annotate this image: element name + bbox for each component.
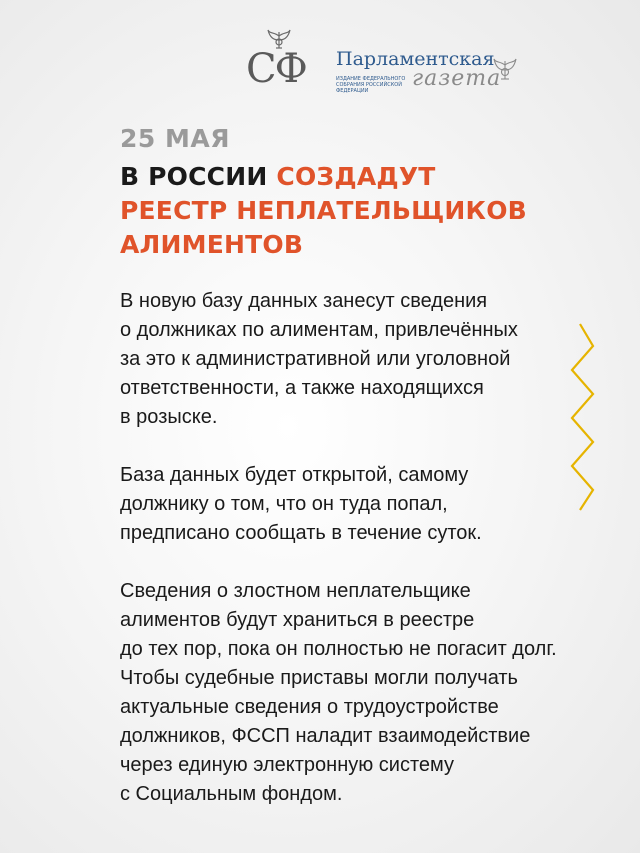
paragraph-line: В новую базу данных занесут сведения bbox=[120, 290, 488, 312]
sf-logo bbox=[240, 28, 320, 98]
paragraph-line: предписано сообщать в течение суток. bbox=[120, 522, 482, 544]
paragraph-line: за это к административной или уголовной bbox=[120, 348, 511, 370]
paragraph-line: о должниках по алиментам, привлечённых bbox=[120, 319, 518, 341]
parliament-gazette-logo bbox=[336, 48, 526, 108]
headline-dark-part: В РОССИИ bbox=[120, 162, 277, 191]
pg-logo-subtitle: газета bbox=[412, 66, 502, 91]
headline-line-3: АЛИМЕНТОВ bbox=[120, 230, 304, 259]
paragraph-line: алиментов будут храниться в реестре bbox=[120, 609, 475, 631]
paragraph-1 bbox=[120, 287, 610, 432]
date-label: 25 МАЯ bbox=[120, 124, 230, 153]
paragraph-2 bbox=[120, 461, 610, 548]
pg-logo-title: Парламентская bbox=[336, 48, 495, 70]
paragraph-line: в розыске. bbox=[120, 406, 218, 428]
paragraph-line: База данных будет открытой, самому bbox=[120, 464, 469, 486]
headline bbox=[120, 160, 540, 262]
paragraph-line: должнику о том, что он туда попал, bbox=[120, 493, 448, 515]
headline-accent-part: СОЗДАДУТ bbox=[276, 162, 436, 191]
paragraph-line: Сведения о злостном неплательщике bbox=[120, 580, 471, 602]
paragraph-3 bbox=[120, 577, 610, 809]
paragraph-line: с Социальным фондом. bbox=[120, 783, 343, 805]
paragraph-line: через единую электронную систему bbox=[120, 754, 454, 776]
zigzag-decoration-icon bbox=[567, 322, 597, 512]
pg-logo-caption: ИЗДАНИЕ ФЕДЕРАЛЬНОГО СОБРАНИЯ РОССИЙСКОЙ ФЕДЕРАЦИИ bbox=[336, 76, 406, 94]
paragraph-line: должников, ФССП наладит взаимодействие bbox=[120, 725, 531, 747]
paragraph-line: актуальные сведения о трудоустройстве bbox=[120, 696, 499, 718]
eagle-emblem-icon bbox=[492, 56, 518, 82]
headline-line-2: РЕЕСТР НЕПЛАТЕЛЬЩИКОВ bbox=[120, 196, 527, 225]
headline-line-1 bbox=[120, 160, 540, 194]
sf-logo-text: СФ bbox=[246, 46, 306, 92]
paragraph-line: до тех пор, пока он полностью не погасит долг. bbox=[120, 638, 557, 660]
article-body bbox=[120, 287, 610, 838]
paragraph-line: Чтобы судебные приставы могли получать bbox=[120, 667, 518, 689]
paragraph-line: ответственности, а также находящихся bbox=[120, 377, 484, 399]
